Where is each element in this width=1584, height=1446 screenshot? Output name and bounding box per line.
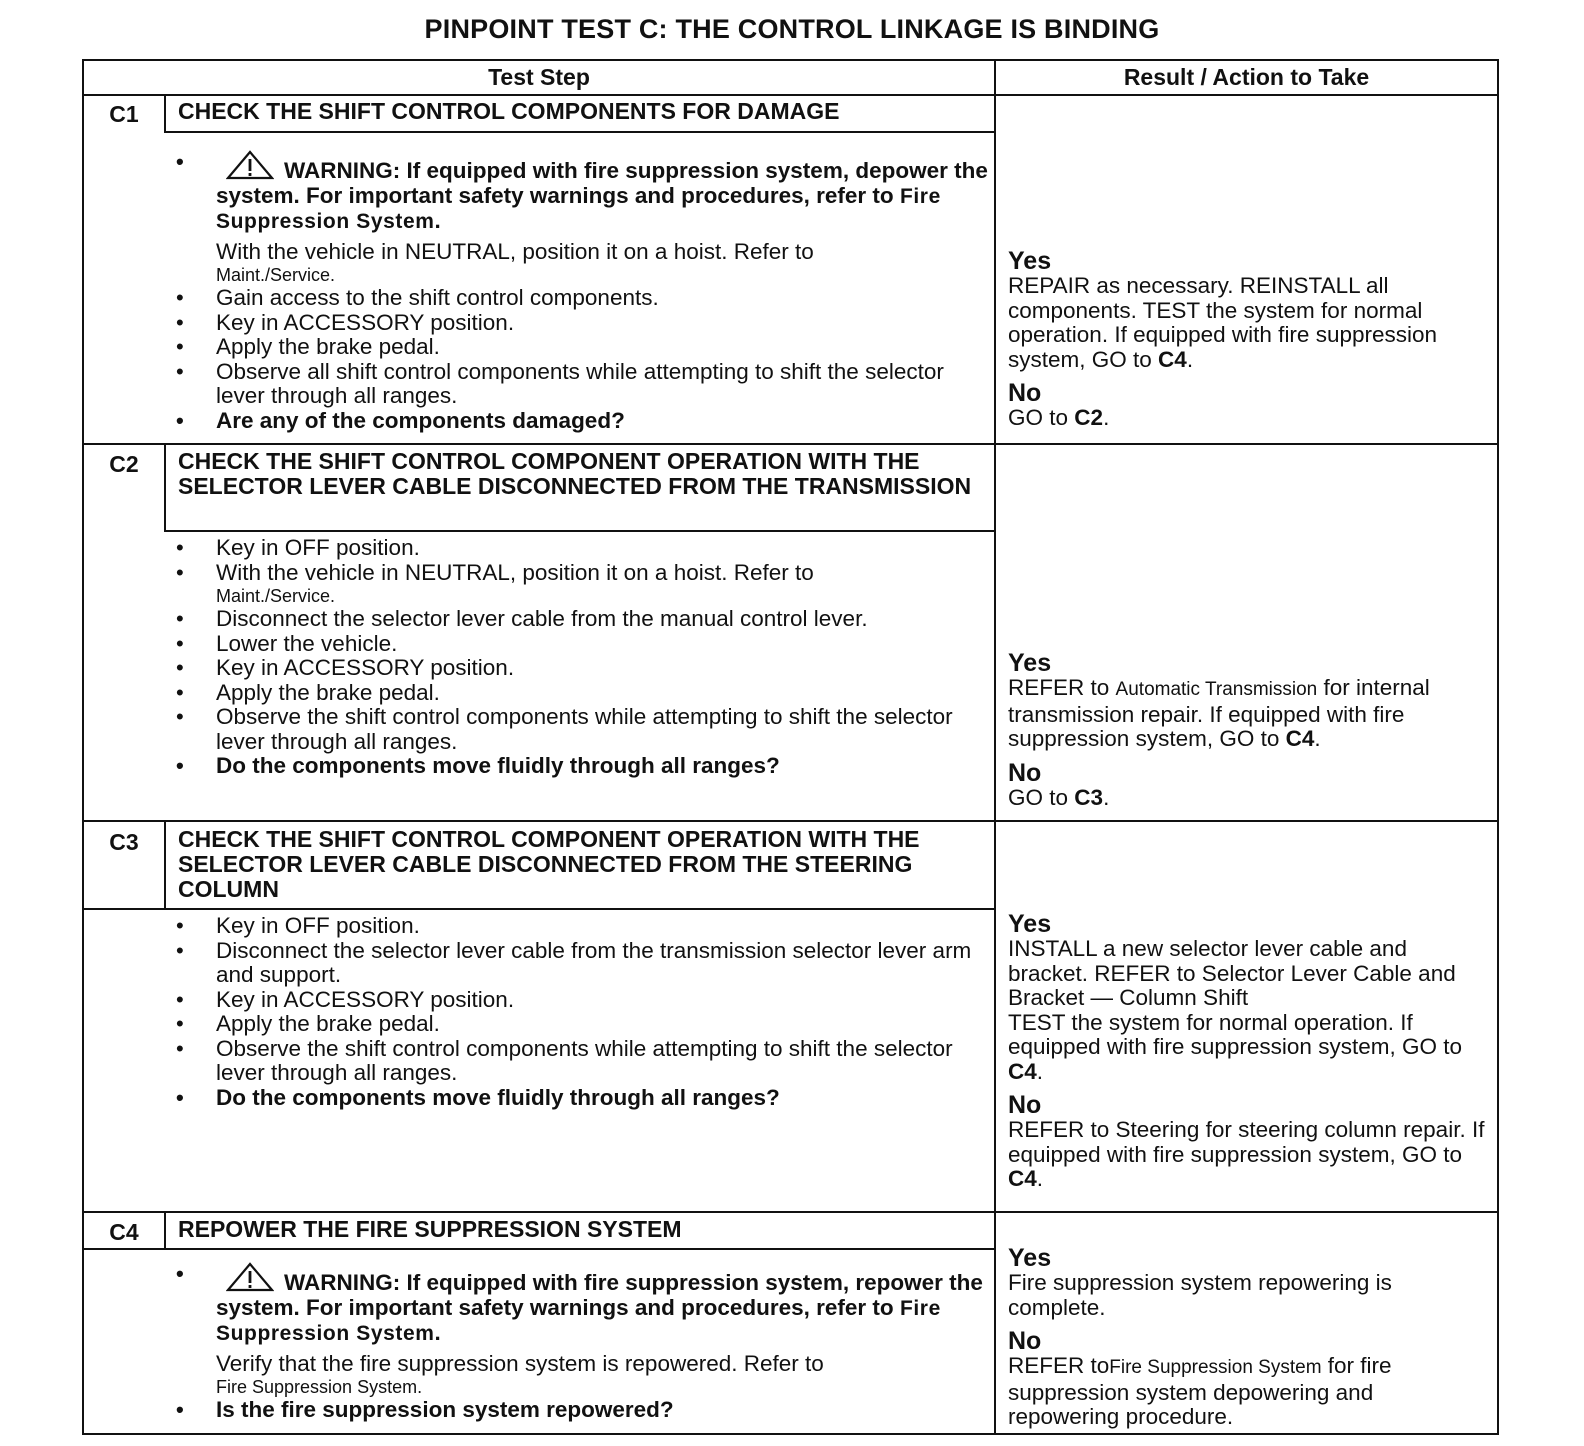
warning-triangle-icon	[226, 150, 274, 180]
warning-triangle-icon	[226, 1262, 274, 1292]
c2-title-rule	[164, 530, 995, 532]
list-item: • Key in ACCESSORY position.	[216, 988, 992, 1013]
step-title-c1: CHECK THE SHIFT CONTROL COMPONENTS FOR DAMAGE	[178, 98, 840, 124]
no-label: No	[1008, 1327, 1042, 1355]
step-id-c1: C1	[109, 101, 139, 127]
step-question-c4: • Is the fire suppression system repowered?	[216, 1398, 992, 1423]
no-label: No	[1008, 1091, 1042, 1119]
list-item: • Disconnect the selector lever cable from the manual control lever.	[216, 607, 992, 632]
list-item: • Apply the brake pedal.	[216, 681, 992, 706]
list-item: • Gain access to the shift control components.	[216, 286, 992, 311]
list-item: • Observe all shift control components while attempting to shift the selector lever through all ranges.	[216, 360, 992, 409]
step-question-c1: • Are any of the components damaged?	[216, 409, 992, 434]
step-body-c4	[166, 1262, 992, 1423]
step-body-c3	[166, 914, 992, 1110]
step-id-c3: C3	[109, 829, 139, 855]
yes-label: Yes	[1008, 1244, 1052, 1272]
yes-label: Yes	[1008, 910, 1052, 938]
header-result: Result / Action to Take	[1123, 64, 1370, 90]
list-item: • Observe the shift control components while attempting to shift the selector lever through all ranges.	[216, 1037, 992, 1086]
list-item: • With the vehicle in NEUTRAL, position it on a hoist. Refer to Maint./Service.	[216, 561, 992, 608]
list-item: • Apply the brake pedal.	[216, 1012, 992, 1037]
list-item: • Disconnect the selector lever cable from the transmission selector lever arm and support.	[216, 939, 992, 988]
list-item: • Lower the vehicle.	[216, 632, 992, 657]
warning-follow: With the vehicle in NEUTRAL, position it on a hoist. Refer to Maint./Service.	[216, 238, 814, 285]
list-item: • Key in OFF position.	[216, 536, 992, 561]
warning-item: • WARNING: If equipped with fire suppression system, depower the system. For important safety warnings and procedures, refer to Fire Suppression System.	[216, 150, 992, 235]
list-item: • Observe the shift control components while attempting to shift the selector lever through all ranges.	[216, 705, 992, 754]
yes-label: Yes	[1008, 649, 1052, 677]
c1-title-rule	[164, 131, 995, 133]
c4-title-rule	[82, 1248, 995, 1250]
step-question-c3: • Do the components move fluidly through all ranges?	[216, 1086, 992, 1111]
step-id-c2: C2	[109, 451, 139, 477]
step-body-c2	[166, 536, 992, 779]
step-title-c3: CHECK THE SHIFT CONTROL COMPONENT OPERATION WITH THE SELECTOR LEVER CABLE DISCONNECTED FROM THE STEERING COLUMN	[178, 826, 920, 902]
c3-title-rule	[82, 908, 995, 910]
list-item: • Apply the brake pedal.	[216, 335, 992, 360]
list-item: • Key in ACCESSORY position.	[216, 311, 992, 336]
list-item: • Key in OFF position.	[216, 914, 992, 939]
result-c3: Yes INSTALL a new selector lever cable and bracket. REFER to Selector Lever Cable and Bracket — Column Shift TEST the system for normal operation. If equipped with fire suppression system, GO to C4. No REFER to Steering for steering column repair. If equipped with fire suppression system, GO to C4.	[996, 911, 1497, 1192]
step-body-c1	[166, 150, 992, 433]
step-title-c4: REPOWER THE FIRE SUPPRESSION SYSTEM	[178, 1216, 682, 1242]
no-label: No	[1008, 379, 1042, 407]
warning-item: • WARNING: If equipped with fire suppression system, repower the system. For important safety warnings and procedures, refer to Fire Suppression System.	[216, 1262, 992, 1347]
step-id-c4: C4	[109, 1219, 139, 1245]
step-title-c2: CHECK THE SHIFT CONTROL COMPONENT OPERATION WITH THE SELECTOR LEVER CABLE DISCONNECTED FROM THE TRANSMISSION	[178, 448, 972, 499]
result-c2: Yes REFER to Automatic Transmission for internal transmission repair. If equipped with fire suppression system, GO to C4. No GO to C3.	[996, 650, 1497, 810]
warning-follow: Verify that the fire suppression system is repowered. Refer to Fire Suppression System.	[216, 1350, 824, 1397]
yes-label: Yes	[1008, 247, 1052, 275]
header-test-step: Test Step	[488, 64, 590, 90]
page-title: PINPOINT TEST C: THE CONTROL LINKAGE IS BINDING	[424, 14, 1160, 44]
no-label: No	[1008, 758, 1042, 787]
result-c1: Yes REPAIR as necessary. REINSTALL all components. TEST the system for normal operation. If equipped with fire suppression system, GO to C4. No GO to C2.	[996, 248, 1497, 431]
list-item: • Key in ACCESSORY position.	[216, 656, 992, 681]
result-c4: Yes Fire suppression system repowering is complete. No REFER toFire Suppression System for fire suppression system depowering and repowering procedure.	[996, 1245, 1497, 1430]
step-question-c2: • Do the components move fluidly through all ranges?	[216, 754, 992, 779]
